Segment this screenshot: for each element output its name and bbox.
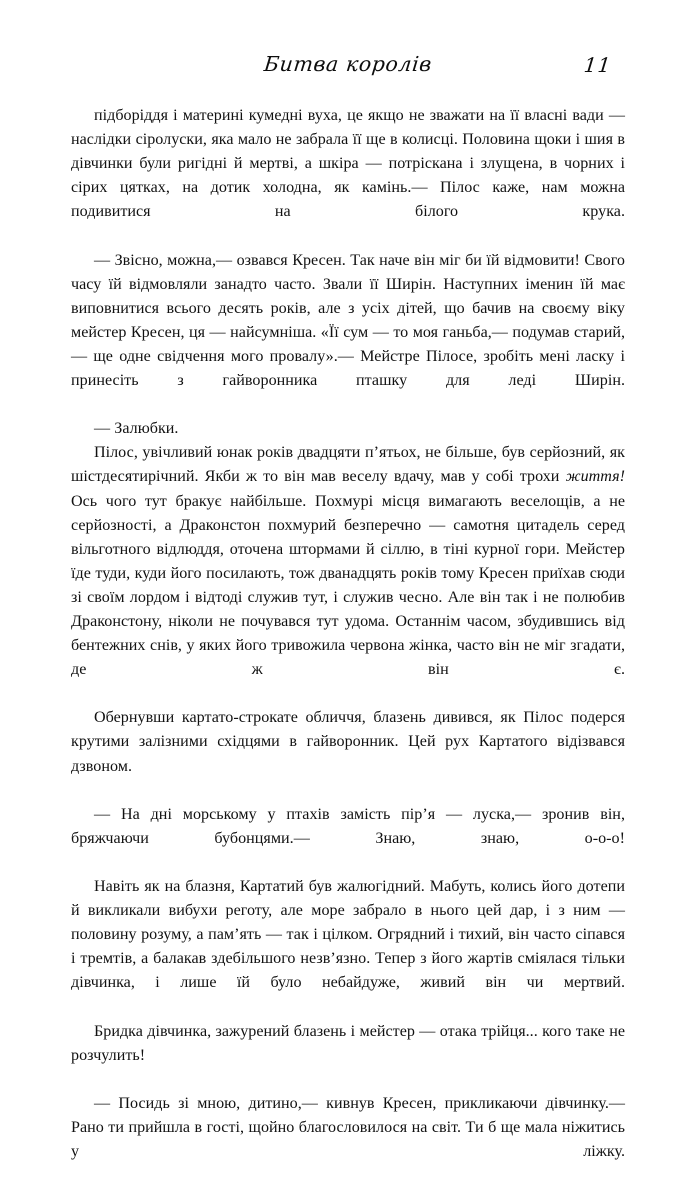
paragraph: Навіть як на блазня, Картатий був жалюгідний. Мабуть, колись його дотепи й викликали вибухи реготу, але море забрало в нього цей дар, і з ним — половину розуму, а пам’ять — так і цілком. Огрядний і тихий, він часто сіпався і тремтів, а балакав здебільшого незв’язно. Тепер з його жартів сміялася тільки дівчинка, і лише їй було небайдуже, живий він чи мертвий. — [71, 878, 625, 992]
paragraph: — Залюбки. — [94, 420, 179, 438]
body-text-block — [71, 104, 625, 1188]
paragraph: Пілос, увічливий юнак років двадцяти п’ятьох, не більше, був серйозний, як шістдесятирічний. Якби ж то він мав веселу вдачу, мав у собі трохи життя! Ось чого тут бракує найбільше. Похмурі місця вимагають веселощів, а не серйозності, а Драконстон похмурий безперечно — самотня цитадель серед вільготного відлюддя, оточена штормами й сіллю, в тіні курної гори. Мейстер їде туди, куди його посилають, тож дванадцять років тому Кресен приїхав сюди зі своїм лордом і відтоді служив тут, і служив чесно. Але він так і не полюбив Драконстону, ніколи не почувався тут удома. Останнім часом, збудившись від бентежних снів, у яких його тривожила червона жінка, часто він не міг згадати, де ж він є. — [71, 444, 625, 679]
running-head — [71, 52, 625, 86]
paragraph: — Посидь зі мною, дитино,— кивнув Кресен, прикликаючи дівчинку.— Рано ти прийшла в гості, щойно благословилося на світ. Ти б ще мала ніжитись у ліжку. — [71, 1094, 625, 1161]
paragraph: — На дні морському у птахів замість пір’я — луска,— зронив він, бряжчаючи бубонцями.— Знаю, знаю, о-о-о! — [71, 805, 625, 847]
page-number: 11 — [582, 53, 613, 77]
paragraph: підборіддя і материні кумедні вуха, це якщо не зважати на її власні вади — наслідки сіролуски, яка мало не забрала її ще в колисці. Половина щоки і шия в дівчинки були ригідні й мертві, а шкіра — потріскана і злущена, в чорних і сірих цятках, на дотик холодна, як камінь.— Пілос каже, нам можна подивитися на білого крука. — [71, 107, 625, 221]
emphasis-text: життя! — [565, 468, 625, 486]
paragraph: — Звісно, можна,— озвався Кресен. Так наче він міг би їй відмовити! Свого часу їй відмовляли занадто часто. Звали її Ширін. Наступних іменин їй має виповнитися всього десять років, але з усіх дітей, що бачив на своєму віку мейстер Кресен, ця — найсумніша. «Її сум — то моя ганьба,— подумав старий,— ще одне свідчення мого провалу».— Мейстре Пілосе, зробіть мені ласку і принесіть з гайворонника пташку для леді Ширін. — [71, 251, 625, 390]
paragraph: Бридка дівчинка, зажурений блазень і мейстер — отака трійця... кого таке не розчулить! — [71, 1022, 625, 1064]
paragraph: Обернувши картато-строкате обличчя, блазень дивився, як Пілос подерся крутими залізними східцями в гайворонник. Цей рух Картатого відізвався дзвоном. — [71, 709, 625, 775]
running-head-title: Битва королів — [262, 52, 434, 76]
